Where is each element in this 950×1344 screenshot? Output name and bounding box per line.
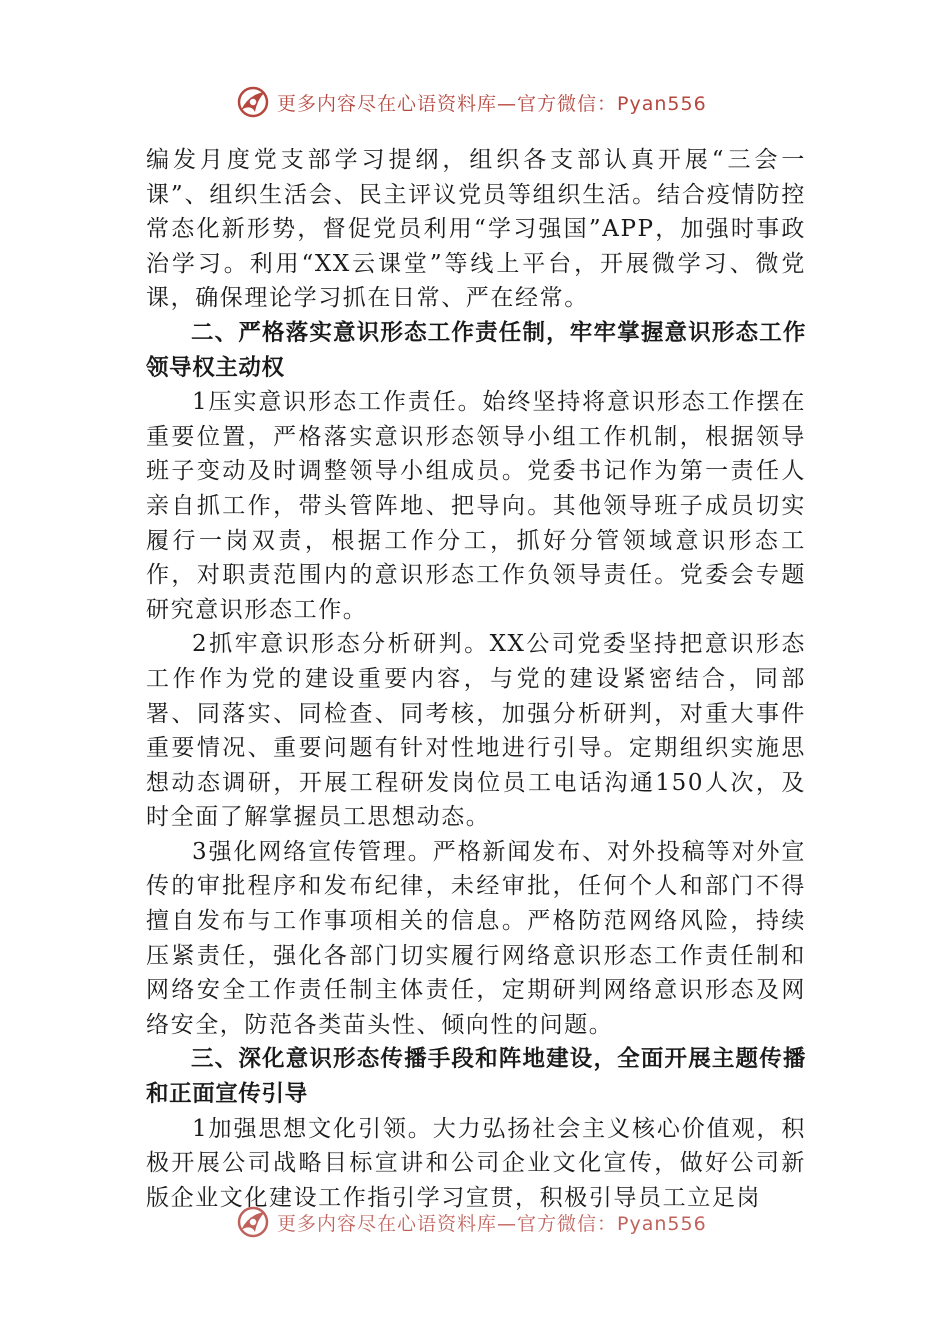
section-heading: 二、严格落实意识形态工作责任制，牢牢掌握意识形态工作领导权主动权 bbox=[146, 319, 806, 381]
paragraph: 1加强思想文化引领。大力弘扬社会主义核心价值观，积极开展公司战略目标宣讲和公司企业文化宣传，做好公司新版企业文化建设工作指引学习宣贯，积极引导员工立足岗 bbox=[146, 1115, 806, 1211]
header-watermark bbox=[235, 82, 707, 122]
paragraph: 3强化网络宣传管理。严格新闻发布、对外投稿等对外宣传的审批程序和发布纪律，未经审批，任何个人和部门不得擅自发布与工作事项相关的信息。严格防范网络风险，持续压紧责任，强化各部门切实履行网络意识形态工作责任制和网络安全工作责任制主体责任，定期研判网络意识形态及网络安全，防范各类苗头性、倾向性的问题。 bbox=[146, 838, 806, 1038]
section-heading: 三、深化意识形态传播手段和阵地建设，全面开展主题传播和正面宣传引导 bbox=[146, 1046, 806, 1108]
footer-watermark bbox=[235, 1202, 707, 1242]
logo-icon bbox=[235, 1204, 271, 1240]
paragraph: 2抓牢意识形态分析研判。XX公司党委坚持把意识形态工作作为党的建设重要内容，与党的建设紧密结合，同部署、同落实、同检查、同考核，加强分析研判，对重大事件重要情况、重要问题有针对性地进行引导。定期组织实施思想动态调研，开展工程研发岗位员工电话沟通150人次，及时全面了解掌握员工思想动态。 bbox=[146, 631, 806, 831]
paragraph: 1压实意识形态工作责任。始终坚持将意识形态工作摆在重要位置，严格落实意识形态领导小组工作机制，根据领导班子变动及时调整领导小组成员。党委书记作为第一责任人亲自抓工作，带头管阵地、把导向。其他领导班子成员切实履行一岗双责，根据工作分工，抓好分管领域意识形态工作，对职责范围内的意识形态工作负领导责任。党委会专题研究意识形态工作。 bbox=[146, 389, 806, 623]
logo-icon bbox=[235, 84, 271, 120]
paragraph: 编发月度党支部学习提纲，组织各支部认真开展“三会一课”、组织生活会、民主评议党员等组织生活。结合疫情防控常态化新形势，督促党员利用“学习强国”APP，加强时事政治学习。利用“XX云课堂”等线上平台，开展微学习、微党课，确保理论学习抓在日常、严在经常。 bbox=[146, 147, 806, 312]
document-body bbox=[146, 143, 806, 1215]
watermark-text: 更多内容尽在心语资料库—官方微信：Pyan556 bbox=[277, 92, 707, 115]
watermark-text: 更多内容尽在心语资料库—官方微信：Pyan556 bbox=[277, 1212, 707, 1235]
